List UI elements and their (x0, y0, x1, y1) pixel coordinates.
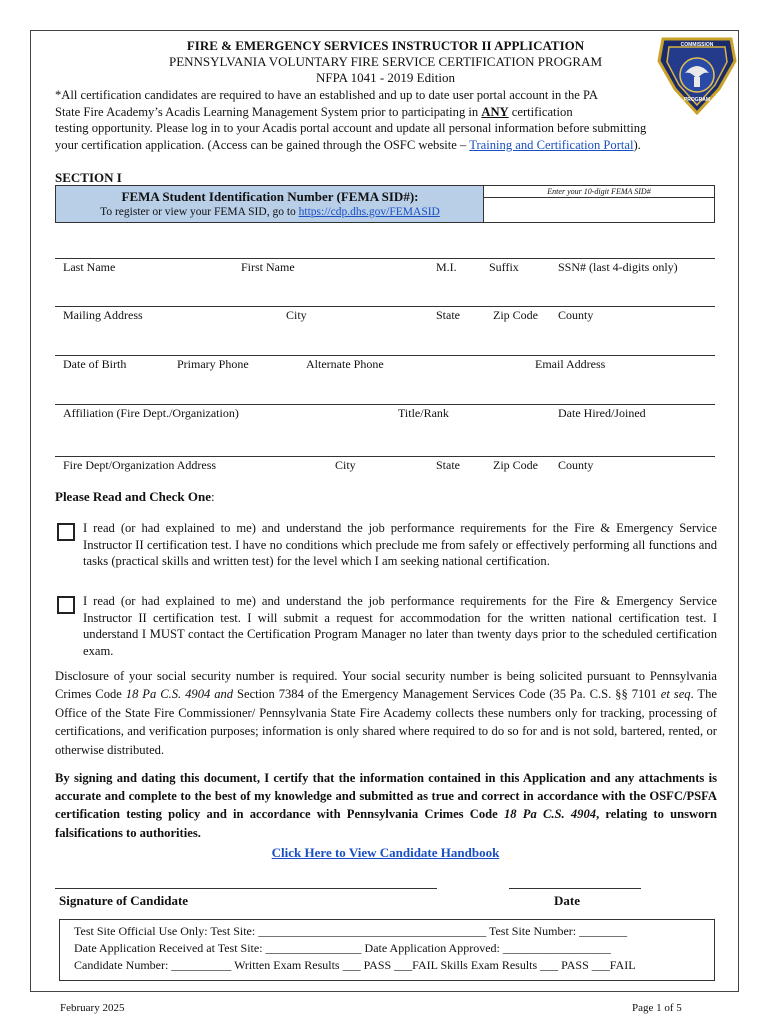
fema-label-cell (56, 186, 484, 222)
city-label: City (286, 308, 307, 322)
official-use-box (59, 919, 715, 981)
official-line-1: Test Site Official Use Only: Test Site: ______________________________________ Test Site Number: ________ (74, 924, 628, 938)
zip-code-label: Zip Code (493, 308, 538, 322)
org-state-label: State (436, 458, 460, 472)
certify-text: By signing and dating this document, I certify that the information contained in this Application and any attachments is accurate and complete to the best of my knowledge and submitted as true and correct in accordance with the OSFC/PSFA certification testing policy and in accordance with Pennsylvania Crimes Code (55, 771, 717, 822)
primary-phone-label: Primary Phone (177, 357, 249, 371)
disclosure-text-2: Section 7384 of the Emergency Management Services Code (35 Pa. C.S. §§ 7101 (233, 687, 661, 702)
signature-label: Signature of Candidate (59, 893, 189, 908)
application-page (30, 30, 739, 992)
training-portal-link[interactable]: Training and Certification Portal (469, 137, 634, 152)
county-label: County (558, 308, 594, 322)
disclosure-text-3: . The Office of the State Fire Commissioner/ Pennsylvania State Fire Academy collects these numbers only for tracking, processing of certifications, and verification purposes; information is only shared where required to do so for and is not sold, bartered, rented, or otherwise distributed. (55, 687, 718, 757)
ssn-label: SSN# (last 4-digits only) (558, 260, 678, 274)
org-city-label: City (335, 458, 356, 472)
intro-any-emphasis: ANY (481, 104, 509, 119)
fema-sid-input[interactable] (484, 198, 714, 222)
option-2-checkbox[interactable] (57, 596, 75, 614)
application-title: FIRE & EMERGENCY SERVICES INSTRUCTOR II APPLICATION (186, 38, 585, 53)
suffix-label: Suffix (489, 260, 519, 274)
row1-rule (55, 258, 715, 259)
org-zip-code-label: Zip Code (493, 458, 538, 472)
option-1-checkbox[interactable] (57, 523, 75, 541)
date-of-birth-label: Date of Birth (63, 357, 127, 371)
disclosure-text-1: Disclosure of your social security number is required. Your social security number is being solicited pursuant to Pennsylvania Crimes Code (55, 669, 717, 702)
footer-page-number: Page 1 of 5 (632, 1002, 682, 1014)
first-name-label: First Name (241, 260, 295, 274)
date-label: Date (554, 893, 580, 908)
edition: NFPA 1041 - 2019 Edition (316, 70, 455, 85)
intro-text (55, 87, 727, 153)
certification-statement (55, 769, 717, 842)
certify-crimes-code: 18 Pa C.S. 4904 (503, 807, 597, 822)
intro-line-4-end: ). (633, 137, 641, 152)
fema-sub-text: To register or view your FEMA SID, go to (100, 206, 299, 218)
certify-text-end: , relating to unsworn falsifications to authorities. (55, 807, 717, 840)
org-address-label: Fire Dept/Organization Address (63, 458, 217, 472)
last-name-label: Last Name (63, 260, 116, 274)
mi-label: M.I. (436, 260, 457, 274)
mailing-address-label: Mailing Address (63, 308, 143, 322)
logo-text-bottom: PROGRAM (683, 97, 711, 103)
fema-sid-subtext (56, 206, 484, 218)
crimes-code-ref: 18 Pa C.S. 4904 and (125, 687, 234, 702)
intro-line-3: testing opportunity. Please log in to your Acadis portal account and update all personal information before submitting (55, 121, 647, 135)
date-hired-label: Date Hired/Joined (558, 406, 646, 420)
row4-rule (55, 404, 715, 405)
intro-line-2-end: certification (508, 104, 573, 119)
check-one-heading (55, 489, 215, 505)
ssn-disclosure (55, 667, 717, 759)
section-1-title: SECTION I (55, 170, 122, 185)
program-name: PENNSYLVANIA VOLUNTARY FIRE SERVICE CERTIFICATION PROGRAM (168, 54, 603, 69)
intro-line-2 (55, 104, 727, 121)
footer-date: February 2025 (60, 1002, 125, 1014)
fema-sid-box (55, 185, 715, 223)
date-line[interactable] (509, 888, 641, 889)
affiliation-label: Affiliation (Fire Dept./Organization) (63, 406, 239, 420)
option-1-text: I read (or had explained to me) and understand the job performance requirements for the Fire & Emergency Service Instructor II certification test. I have no conditions which preclude me from safely or effectively performing all functions and tasks (practical skills and written test) for the level which I am seeking national certification. (83, 521, 717, 569)
option-2-text: I read (or had explained to me) and understand the job performance requirements for the Fire & Emergency Service Instructor II certification test. I will submit a request for accommodation for the written national certification test. I understand I MUST contact the Certification Program Manager no later than twenty days prior to the scheduled certification exam. (83, 594, 717, 658)
et-seq-ref: et seq (660, 687, 691, 702)
fema-sid-placeholder: Enter your 10-digit FEMA SID# (484, 186, 714, 198)
check-heading-text: Please Read and Check One (55, 489, 211, 504)
alternate-phone-label: Alternate Phone (306, 357, 384, 371)
row5-rule (55, 456, 715, 457)
logo-text-top: COMMISSION (680, 42, 714, 48)
intro-line-2-text: State Fire Academy’s Acadis Learning Management System prior to participating in (55, 104, 482, 119)
intro-line-4-text: your certification application. (Access can be gained through the OSFC website – (55, 137, 470, 152)
candidate-handbook-link[interactable]: Click Here to View Candidate Handbook (271, 845, 500, 860)
org-county-label: County (558, 458, 594, 472)
official-line-2: Date Application Received at Test Site: ________________ Date Application Approved: __________________ (74, 941, 611, 955)
fema-sid-label: FEMA Student Identification Number (FEMA SID#): (121, 189, 419, 204)
handbook-link-wrap (31, 845, 740, 861)
row2-rule (55, 306, 715, 307)
official-line-3: Candidate Number: __________ Written Exam Results ___ PASS ___FAIL Skills Exam Results ___ PASS ___FAIL (74, 958, 636, 972)
email-address-label: Email Address (535, 357, 606, 371)
state-label: State (436, 308, 460, 322)
signature-line[interactable] (55, 888, 437, 889)
title-rank-label: Title/Rank (398, 406, 449, 420)
intro-line-1: *All certification candidates are required to have an established and up to date user portal account in the PA (55, 88, 598, 102)
row3-rule (55, 355, 715, 356)
fema-sid-link[interactable]: https://cdp.dhs.gov/FEMASID (298, 206, 440, 218)
intro-line-4 (55, 137, 727, 154)
check-heading-colon: : (211, 489, 215, 504)
